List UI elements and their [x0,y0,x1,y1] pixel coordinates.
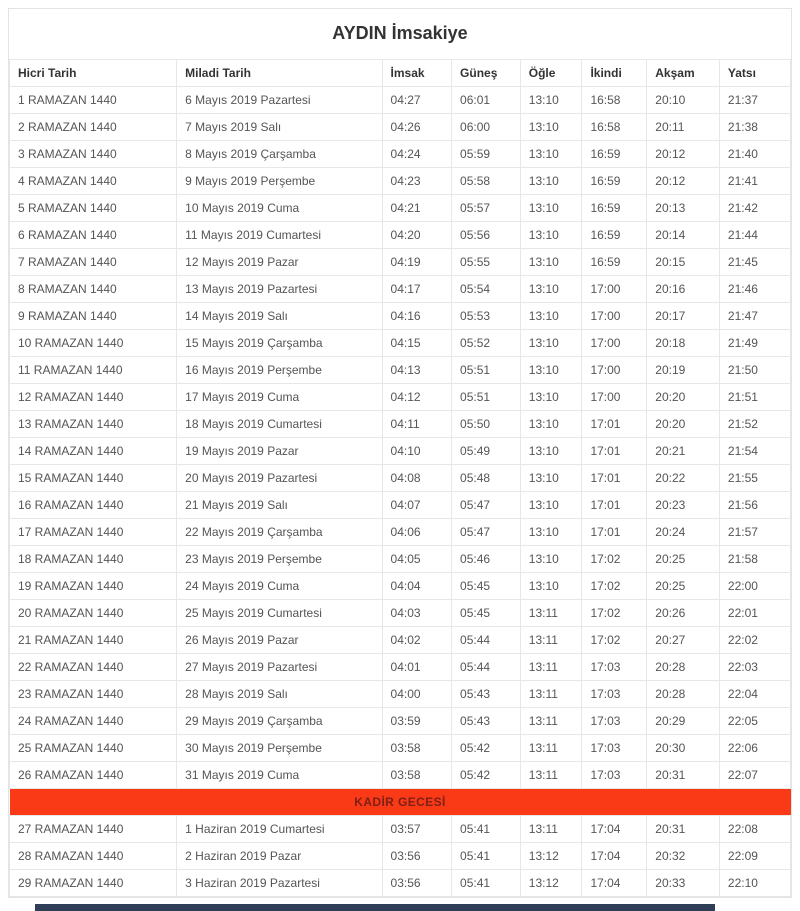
cell-hicri-tarih: 14 RAMAZAN 1440 [10,438,177,465]
cell-ikindi: 16:59 [582,168,647,195]
table-row [10,438,791,465]
table-row [10,114,791,141]
table-row [10,708,791,735]
cell-aksam: 20:22 [647,465,720,492]
cell-imsak: 04:06 [382,519,452,546]
cell-yatsi: 21:55 [719,465,790,492]
cell-ogle: 13:10 [520,546,582,573]
cell-imsak: 04:03 [382,600,452,627]
cell-hicri-tarih: 16 RAMAZAN 1440 [10,492,177,519]
cell-gunes: 05:46 [452,546,521,573]
table-row [10,330,791,357]
table-row [10,627,791,654]
cell-miladi-tarih: 29 Mayıs 2019 Çarşamba [177,708,382,735]
cell-gunes: 05:44 [452,627,521,654]
cell-gunes: 05:53 [452,303,521,330]
table-row [10,87,791,114]
cell-gunes: 05:49 [452,438,521,465]
cell-imsak: 04:08 [382,465,452,492]
cell-ogle: 13:10 [520,438,582,465]
cell-ikindi: 17:03 [582,654,647,681]
cell-hicri-tarih: 28 RAMAZAN 1440 [10,843,177,870]
cell-hicri-tarih: 7 RAMAZAN 1440 [10,249,177,276]
cell-gunes: 05:41 [452,843,521,870]
cell-yatsi: 21:50 [719,357,790,384]
table-row [10,546,791,573]
cell-ogle: 13:10 [520,114,582,141]
cell-ogle: 13:11 [520,762,582,789]
cell-imsak: 04:24 [382,141,452,168]
cell-gunes: 05:52 [452,330,521,357]
cell-ogle: 13:11 [520,816,582,843]
cell-imsak: 04:07 [382,492,452,519]
cell-ogle: 13:11 [520,654,582,681]
column-header-ikindi: İkindi [582,60,647,87]
cell-gunes: 05:45 [452,573,521,600]
cell-ikindi: 17:00 [582,330,647,357]
cell-hicri-tarih: 5 RAMAZAN 1440 [10,195,177,222]
table-header-row [10,60,791,87]
cell-miladi-tarih: 1 Haziran 2019 Cumartesi [177,816,382,843]
table-row [10,195,791,222]
cell-yatsi: 22:06 [719,735,790,762]
cell-ikindi: 17:02 [582,573,647,600]
cell-gunes: 05:48 [452,465,521,492]
cell-aksam: 20:15 [647,249,720,276]
cell-ogle: 13:10 [520,519,582,546]
cell-aksam: 20:10 [647,87,720,114]
cell-miladi-tarih: 31 Mayıs 2019 Cuma [177,762,382,789]
cell-imsak: 04:01 [382,654,452,681]
cell-ikindi: 17:01 [582,492,647,519]
cell-ogle: 13:10 [520,492,582,519]
cell-miladi-tarih: 25 Mayıs 2019 Cumartesi [177,600,382,627]
cell-aksam: 20:32 [647,843,720,870]
cell-hicri-tarih: 6 RAMAZAN 1440 [10,222,177,249]
cell-yatsi: 22:07 [719,762,790,789]
cell-hicri-tarih: 20 RAMAZAN 1440 [10,600,177,627]
cell-ikindi: 16:58 [582,87,647,114]
cell-aksam: 20:14 [647,222,720,249]
cell-ogle: 13:10 [520,465,582,492]
table-row [10,816,791,843]
cell-hicri-tarih: 29 RAMAZAN 1440 [10,870,177,897]
cell-miladi-tarih: 20 Mayıs 2019 Pazartesi [177,465,382,492]
kadir-gecesi-banner: KADİR GECESİ [10,789,791,816]
cell-gunes: 05:58 [452,168,521,195]
cell-yatsi: 22:01 [719,600,790,627]
cell-aksam: 20:25 [647,546,720,573]
cell-gunes: 05:42 [452,762,521,789]
cell-hicri-tarih: 24 RAMAZAN 1440 [10,708,177,735]
cell-gunes: 06:01 [452,87,521,114]
cell-miladi-tarih: 24 Mayıs 2019 Cuma [177,573,382,600]
cell-hicri-tarih: 26 RAMAZAN 1440 [10,762,177,789]
cell-yatsi: 22:04 [719,681,790,708]
cell-aksam: 20:25 [647,573,720,600]
cell-ogle: 13:11 [520,708,582,735]
table-row [10,654,791,681]
table-row [10,276,791,303]
cell-hicri-tarih: 23 RAMAZAN 1440 [10,681,177,708]
cell-imsak: 03:58 [382,735,452,762]
table-row [10,762,791,789]
cell-aksam: 20:23 [647,492,720,519]
cell-miladi-tarih: 19 Mayıs 2019 Pazar [177,438,382,465]
column-header-yatsi: Yatsı [719,60,790,87]
cell-ikindi: 17:01 [582,438,647,465]
cell-aksam: 20:31 [647,762,720,789]
column-header-gunes: Güneş [452,60,521,87]
table-row [10,303,791,330]
cell-imsak: 04:13 [382,357,452,384]
cell-imsak: 04:12 [382,384,452,411]
cell-miladi-tarih: 17 Mayıs 2019 Cuma [177,384,382,411]
cell-hicri-tarih: 27 RAMAZAN 1440 [10,816,177,843]
cell-yatsi: 21:49 [719,330,790,357]
cell-ikindi: 17:01 [582,411,647,438]
cell-ogle: 13:10 [520,168,582,195]
cell-ogle: 13:10 [520,87,582,114]
cell-ikindi: 17:00 [582,384,647,411]
table-row [10,168,791,195]
cell-ikindi: 17:04 [582,843,647,870]
cell-yatsi: 21:58 [719,546,790,573]
cell-yatsi: 21:44 [719,222,790,249]
cell-ikindi: 17:03 [582,735,647,762]
cell-miladi-tarih: 16 Mayıs 2019 Perşembe [177,357,382,384]
cell-gunes: 06:00 [452,114,521,141]
cell-aksam: 20:21 [647,438,720,465]
cell-ogle: 13:12 [520,843,582,870]
cell-ogle: 13:10 [520,573,582,600]
cell-imsak: 04:26 [382,114,452,141]
cell-aksam: 20:28 [647,681,720,708]
cell-miladi-tarih: 8 Mayıs 2019 Çarşamba [177,141,382,168]
cell-ogle: 13:11 [520,735,582,762]
table-row [10,600,791,627]
table-row [10,141,791,168]
cell-ogle: 13:11 [520,600,582,627]
cell-hicri-tarih: 9 RAMAZAN 1440 [10,303,177,330]
cell-yatsi: 21:57 [719,519,790,546]
cell-gunes: 05:55 [452,249,521,276]
cell-aksam: 20:24 [647,519,720,546]
cell-miladi-tarih: 27 Mayıs 2019 Pazartesi [177,654,382,681]
cell-ikindi: 17:02 [582,600,647,627]
cell-yatsi: 21:42 [719,195,790,222]
cell-ikindi: 17:01 [582,465,647,492]
cell-miladi-tarih: 12 Mayıs 2019 Pazar [177,249,382,276]
cell-yatsi: 21:56 [719,492,790,519]
cell-imsak: 04:11 [382,411,452,438]
table-row [10,519,791,546]
prayer-times-table [9,59,791,897]
cell-aksam: 20:13 [647,195,720,222]
cell-gunes: 05:44 [452,654,521,681]
cell-imsak: 04:16 [382,303,452,330]
table-row [10,681,791,708]
cell-yatsi: 22:05 [719,708,790,735]
cell-hicri-tarih: 18 RAMAZAN 1440 [10,546,177,573]
cell-imsak: 04:04 [382,573,452,600]
cell-yatsi: 21:37 [719,87,790,114]
cell-hicri-tarih: 19 RAMAZAN 1440 [10,573,177,600]
cell-miladi-tarih: 22 Mayıs 2019 Çarşamba [177,519,382,546]
cell-gunes: 05:50 [452,411,521,438]
column-header-hicri-tarih: Hicri Tarih [10,60,177,87]
cell-yatsi: 22:02 [719,627,790,654]
table-row [10,249,791,276]
cell-ogle: 13:10 [520,411,582,438]
cell-hicri-tarih: 10 RAMAZAN 1440 [10,330,177,357]
table-row [10,492,791,519]
cell-aksam: 20:33 [647,870,720,897]
cell-miladi-tarih: 26 Mayıs 2019 Pazar [177,627,382,654]
cell-ikindi: 16:58 [582,114,647,141]
cell-yatsi: 21:52 [719,411,790,438]
cell-yatsi: 21:54 [719,438,790,465]
cell-ogle: 13:10 [520,384,582,411]
cell-hicri-tarih: 25 RAMAZAN 1440 [10,735,177,762]
cell-hicri-tarih: 12 RAMAZAN 1440 [10,384,177,411]
cell-ikindi: 17:02 [582,546,647,573]
cell-yatsi: 22:08 [719,816,790,843]
cell-gunes: 05:54 [452,276,521,303]
cell-imsak: 04:23 [382,168,452,195]
cell-imsak: 03:56 [382,870,452,897]
cell-ogle: 13:11 [520,627,582,654]
cell-gunes: 05:56 [452,222,521,249]
cell-ikindi: 17:03 [582,762,647,789]
cell-yatsi: 21:47 [719,303,790,330]
cell-ogle: 13:10 [520,357,582,384]
cell-aksam: 20:12 [647,141,720,168]
cell-gunes: 05:45 [452,600,521,627]
cell-ikindi: 17:00 [582,303,647,330]
cell-aksam: 20:29 [647,708,720,735]
cell-miladi-tarih: 30 Mayıs 2019 Perşembe [177,735,382,762]
cell-miladi-tarih: 9 Mayıs 2019 Perşembe [177,168,382,195]
cell-gunes: 05:59 [452,141,521,168]
cell-hicri-tarih: 22 RAMAZAN 1440 [10,654,177,681]
cell-ogle: 13:10 [520,303,582,330]
cell-hicri-tarih: 8 RAMAZAN 1440 [10,276,177,303]
cell-gunes: 05:41 [452,870,521,897]
table-row [10,357,791,384]
table-row [10,384,791,411]
cell-yatsi: 22:03 [719,654,790,681]
cell-miladi-tarih: 18 Mayıs 2019 Cumartesi [177,411,382,438]
table-row [10,735,791,762]
cell-ikindi: 16:59 [582,195,647,222]
cell-ikindi: 16:59 [582,141,647,168]
cell-aksam: 20:18 [647,330,720,357]
column-header-ogle: Öğle [520,60,582,87]
cell-aksam: 20:11 [647,114,720,141]
cell-gunes: 05:51 [452,357,521,384]
cell-ikindi: 16:59 [582,222,647,249]
cell-ikindi: 17:00 [582,357,647,384]
column-header-miladi-tarih: Miladi Tarih [177,60,382,87]
cell-miladi-tarih: 13 Mayıs 2019 Pazartesi [177,276,382,303]
imsakiye-card [8,8,792,898]
cell-ogle: 13:12 [520,870,582,897]
cell-imsak: 04:19 [382,249,452,276]
cell-hicri-tarih: 13 RAMAZAN 1440 [10,411,177,438]
table-row [10,870,791,897]
cell-ikindi: 17:04 [582,816,647,843]
cell-gunes: 05:47 [452,519,521,546]
cell-ikindi: 17:04 [582,870,647,897]
cell-aksam: 20:16 [647,276,720,303]
cell-imsak: 03:59 [382,708,452,735]
cell-miladi-tarih: 15 Mayıs 2019 Çarşamba [177,330,382,357]
cell-aksam: 20:12 [647,168,720,195]
cell-imsak: 03:57 [382,816,452,843]
cell-miladi-tarih: 23 Mayıs 2019 Perşembe [177,546,382,573]
cell-gunes: 05:51 [452,384,521,411]
cell-ogle: 13:10 [520,222,582,249]
cell-aksam: 20:26 [647,600,720,627]
cell-hicri-tarih: 1 RAMAZAN 1440 [10,87,177,114]
cell-imsak: 03:56 [382,843,452,870]
cell-ikindi: 17:02 [582,627,647,654]
cell-miladi-tarih: 21 Mayıs 2019 Salı [177,492,382,519]
cell-imsak: 03:58 [382,762,452,789]
table-row [10,411,791,438]
cell-imsak: 04:10 [382,438,452,465]
footer-bar [35,904,715,911]
table-row [10,465,791,492]
cell-aksam: 20:28 [647,654,720,681]
cell-aksam: 20:20 [647,411,720,438]
cell-miladi-tarih: 10 Mayıs 2019 Cuma [177,195,382,222]
table-row [10,222,791,249]
column-header-aksam: Akşam [647,60,720,87]
cell-ikindi: 17:00 [582,276,647,303]
cell-ogle: 13:10 [520,276,582,303]
cell-hicri-tarih: 2 RAMAZAN 1440 [10,114,177,141]
cell-imsak: 04:21 [382,195,452,222]
cell-miladi-tarih: 14 Mayıs 2019 Salı [177,303,382,330]
cell-imsak: 04:17 [382,276,452,303]
cell-yatsi: 21:45 [719,249,790,276]
cell-miladi-tarih: 28 Mayıs 2019 Salı [177,681,382,708]
cell-miladi-tarih: 6 Mayıs 2019 Pazartesi [177,87,382,114]
cell-gunes: 05:47 [452,492,521,519]
page-title: AYDIN İmsakiye [332,23,468,43]
cell-hicri-tarih: 21 RAMAZAN 1440 [10,627,177,654]
cell-yatsi: 22:00 [719,573,790,600]
cell-miladi-tarih: 7 Mayıs 2019 Salı [177,114,382,141]
table-row [10,573,791,600]
cell-yatsi: 22:09 [719,843,790,870]
cell-yatsi: 22:10 [719,870,790,897]
cell-aksam: 20:30 [647,735,720,762]
cell-ogle: 13:10 [520,195,582,222]
table-row [10,843,791,870]
cell-miladi-tarih: 2 Haziran 2019 Pazar [177,843,382,870]
cell-hicri-tarih: 15 RAMAZAN 1440 [10,465,177,492]
cell-miladi-tarih: 3 Haziran 2019 Pazartesi [177,870,382,897]
cell-gunes: 05:43 [452,708,521,735]
cell-ikindi: 17:01 [582,519,647,546]
cell-gunes: 05:42 [452,735,521,762]
cell-hicri-tarih: 11 RAMAZAN 1440 [10,357,177,384]
cell-ogle: 13:10 [520,249,582,276]
cell-imsak: 04:00 [382,681,452,708]
cell-ogle: 13:11 [520,681,582,708]
cell-yatsi: 21:40 [719,141,790,168]
cell-yatsi: 21:46 [719,276,790,303]
cell-imsak: 04:27 [382,87,452,114]
cell-imsak: 04:15 [382,330,452,357]
kadir-gecesi-banner-row [10,789,791,816]
cell-hicri-tarih: 3 RAMAZAN 1440 [10,141,177,168]
cell-aksam: 20:19 [647,357,720,384]
cell-aksam: 20:31 [647,816,720,843]
cell-ikindi: 17:03 [582,708,647,735]
cell-aksam: 20:20 [647,384,720,411]
cell-ikindi: 17:03 [582,681,647,708]
cell-ikindi: 16:59 [582,249,647,276]
cell-gunes: 05:43 [452,681,521,708]
cell-hicri-tarih: 17 RAMAZAN 1440 [10,519,177,546]
cell-ogle: 13:10 [520,141,582,168]
cell-ogle: 13:10 [520,330,582,357]
table-body [10,87,791,897]
cell-yatsi: 21:41 [719,168,790,195]
cell-yatsi: 21:51 [719,384,790,411]
cell-aksam: 20:17 [647,303,720,330]
cell-miladi-tarih: 11 Mayıs 2019 Cumartesi [177,222,382,249]
cell-imsak: 04:02 [382,627,452,654]
cell-yatsi: 21:38 [719,114,790,141]
cell-gunes: 05:57 [452,195,521,222]
cell-imsak: 04:20 [382,222,452,249]
cell-imsak: 04:05 [382,546,452,573]
cell-gunes: 05:41 [452,816,521,843]
cell-aksam: 20:27 [647,627,720,654]
column-header-imsak: İmsak [382,60,452,87]
cell-hicri-tarih: 4 RAMAZAN 1440 [10,168,177,195]
